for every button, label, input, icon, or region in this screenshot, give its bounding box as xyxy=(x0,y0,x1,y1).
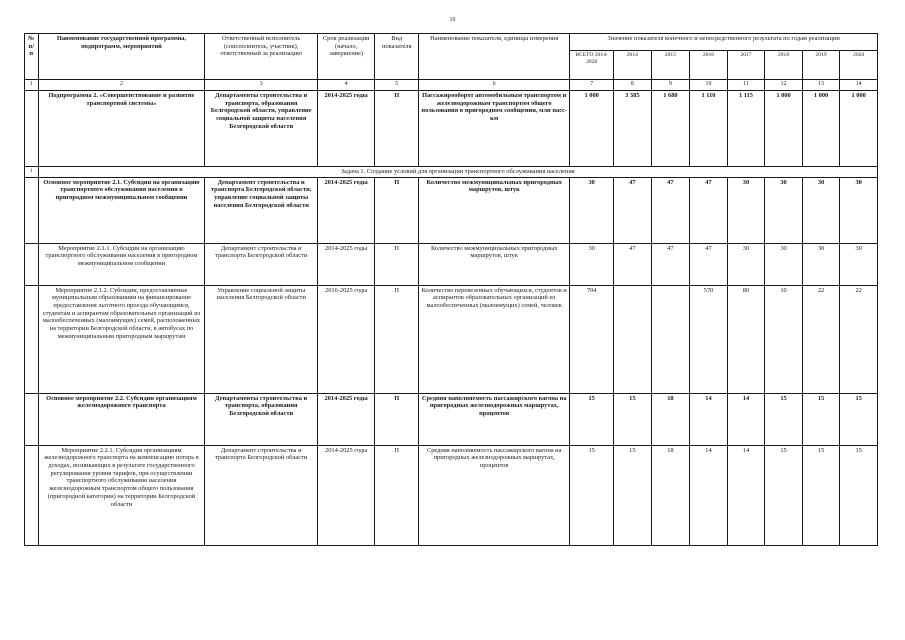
row-value: 15 xyxy=(802,393,840,445)
row-type: П xyxy=(375,445,419,545)
col-number: 8 xyxy=(614,80,652,91)
row-name: Подпрограмма 2. «Совершенствование и развитие транспортной системы» xyxy=(38,91,205,167)
row-num xyxy=(25,91,39,167)
row-value: 14 xyxy=(690,393,728,445)
row-value: 15 xyxy=(570,445,614,545)
task-title: Задача 1. Создание условий для организации транспортного обслуживания населения xyxy=(38,167,877,178)
row-type: П xyxy=(375,285,419,393)
table-row xyxy=(25,285,878,393)
row-value: 15 xyxy=(840,445,878,545)
year-2015: 2015 xyxy=(651,51,690,80)
col-number: 1 xyxy=(25,80,39,91)
row-value: 3 385 xyxy=(614,91,652,167)
row-value: 15 xyxy=(614,393,652,445)
row-term: 2016-2025 годы xyxy=(317,285,374,393)
row-executor: Департамент строительства и транспорта Белгородской области, управление социальной защиты населения Белгородской области xyxy=(205,177,318,243)
row-value: 1 000 xyxy=(802,91,840,167)
row-name: Мероприятие 2.1.2. Субсидии, предоставляемые муниципальным образованиям на финансирование предоставления льготного проезда обучающимся, студентам и аспирантам образовательных организаций из малообеспеченных (малоимущих) семей, расположенных на территории Белгородской области, в автобусах по межмуниципальным пригородным маршрутам xyxy=(38,285,205,393)
row-name: Мероприятие 2.2.1. Субсидия организациям железнодорожного транспорта на компенсацию потерь в доходах, возникающих в результате государственного регулирования уровня тарифов, при осуществлении транспортного обслуживания населения железнодорожным транспортом общего пользования (пригородной категории) на территории Белгородской области xyxy=(38,445,205,545)
row-name: Основное мероприятие 2.1. Субсидии на организацию транспортного обслуживания населения в пригородном межмуниципальном сообщении xyxy=(38,177,205,243)
row-value xyxy=(614,285,652,393)
row-term: 2014-2025 годы xyxy=(317,243,374,285)
row-value: 30 xyxy=(570,177,614,243)
row-value: 15 xyxy=(802,445,840,545)
table-row xyxy=(25,393,878,445)
table-row xyxy=(25,445,878,545)
col-number: 5 xyxy=(375,80,419,91)
page-number: 16 xyxy=(449,17,456,23)
row-term: 2014-2025 годы xyxy=(317,445,374,545)
row-name: Основное мероприятие 2.2. Субсидии организациям железнодорожного транспорта xyxy=(38,393,205,445)
row-value: 30 xyxy=(765,177,803,243)
year-2016: 2016 xyxy=(690,51,728,80)
row-value: 14 xyxy=(727,393,765,445)
header-term: Срок реализации (начало, завершение) xyxy=(317,34,374,80)
row-value: 47 xyxy=(651,177,690,243)
row-type: П xyxy=(375,177,419,243)
row-value: 30 xyxy=(727,243,765,285)
row-executor: Управление социальной защиты населения Белгородской области xyxy=(205,285,318,393)
table-row xyxy=(25,243,878,285)
col-number: 2 xyxy=(38,80,205,91)
row-value: 570 xyxy=(690,285,728,393)
row-value: 22 xyxy=(840,285,878,393)
row-value: 1 000 xyxy=(570,91,614,167)
year-total: ВСЕГО 2014-2020 xyxy=(570,51,614,80)
col-number: 4 xyxy=(317,80,374,91)
header-num: № п/п xyxy=(25,34,39,80)
row-value xyxy=(651,285,690,393)
row-value: 15 xyxy=(614,445,652,545)
row-value: 30 xyxy=(840,243,878,285)
row-value: 14 xyxy=(727,445,765,545)
year-2017: 2017 xyxy=(727,51,765,80)
row-num xyxy=(25,445,39,545)
row-indicator: Средняя наполняемость пассажирского вагона на пригородных железнодорожных маршрутах, процентов xyxy=(419,445,570,545)
row-term: 2014-2025 годы xyxy=(317,177,374,243)
col-number: 7 xyxy=(570,80,614,91)
row-type: П xyxy=(375,91,419,167)
header-row xyxy=(25,34,878,51)
row-value: 18 xyxy=(651,393,690,445)
row-indicator: Пассажирооборот автомобильным транспортом и железнодорожным транспортом общего пользования в пригородном сообщении, млн пасс-км xyxy=(419,91,570,167)
task-row xyxy=(25,167,878,178)
row-value: 22 xyxy=(802,285,840,393)
row-type: П xyxy=(375,393,419,445)
row-executor: Департамент строительства и транспорта Белгородской области xyxy=(205,445,318,545)
row-value: 47 xyxy=(690,243,728,285)
row-executor: Департамент строительства и транспорта Белгородской области xyxy=(205,243,318,285)
row-value: 1 000 xyxy=(765,91,803,167)
row-value: 1 115 xyxy=(727,91,765,167)
row-value: 30 xyxy=(570,243,614,285)
col-number: 10 xyxy=(690,80,728,91)
row-num xyxy=(25,393,39,445)
col-number: 13 xyxy=(802,80,840,91)
column-numbers-row xyxy=(25,80,878,91)
row-indicator: Средняя наполняемость пассажирского вагона на пригородных железнодорожных маршрутах, процентов xyxy=(419,393,570,445)
row-term: 2014-2025 годы xyxy=(317,393,374,445)
row-value: 30 xyxy=(802,243,840,285)
col-number: 3 xyxy=(205,80,318,91)
row-indicator: Количество перевезенных обучающихся, студентов и аспирантов образовательных организаций из малообеспеченных (малоимущих) семей, человек xyxy=(419,285,570,393)
header-type: Вид показателя xyxy=(375,34,419,80)
table-row xyxy=(25,91,878,167)
row-term: 2014-2025 годы xyxy=(317,91,374,167)
row-num xyxy=(25,285,39,393)
col-number: 6 xyxy=(419,80,570,91)
row-value: 80 xyxy=(727,285,765,393)
row-executor: Департаменты строительства и транспорта, образования Белгородской области, управление социальной защиты населения Белгородской области xyxy=(205,91,318,167)
row-value: 1 110 xyxy=(690,91,728,167)
row-value: 47 xyxy=(614,177,652,243)
row-name: Мероприятие 2.1.1. Субсидии на организацию транспортного обслуживания населения в пригородном межмуниципальном сообщении xyxy=(38,243,205,285)
col-number: 11 xyxy=(727,80,765,91)
year-2018: 2018 xyxy=(765,51,803,80)
task-num: 1 xyxy=(25,167,39,178)
row-value: 30 xyxy=(840,177,878,243)
row-type: П xyxy=(375,243,419,285)
row-value: 1 680 xyxy=(651,91,690,167)
row-value: 15 xyxy=(765,445,803,545)
row-num xyxy=(25,243,39,285)
header-executor: Ответственный исполнитель (соисполнитель, участник), ответственный за реализацию xyxy=(205,34,318,80)
year-2014: 2014 xyxy=(614,51,652,80)
row-value: 18 xyxy=(651,445,690,545)
table-row xyxy=(25,177,878,243)
row-value: 1 000 xyxy=(840,91,878,167)
year-2019: 2019 xyxy=(802,51,840,80)
row-value: 14 xyxy=(690,445,728,545)
header-values: Значение показателя конечного и непосредственного результата по годам реализации xyxy=(570,34,878,51)
header-name: Наименование государственной программы, подпрограмм, мероприятий xyxy=(38,34,205,80)
col-number: 9 xyxy=(651,80,690,91)
row-indicator: Количество межмуниципальных пригородных маршрутов, штук xyxy=(419,243,570,285)
indicators-table xyxy=(24,33,878,546)
row-indicator: Количество межмуниципальных пригородных маршрутов, штук xyxy=(419,177,570,243)
row-value: 47 xyxy=(614,243,652,285)
row-value: 15 xyxy=(765,393,803,445)
row-value: 704 xyxy=(570,285,614,393)
col-number: 12 xyxy=(765,80,803,91)
row-num xyxy=(25,177,39,243)
row-value: 15 xyxy=(570,393,614,445)
row-value: 30 xyxy=(765,243,803,285)
year-2020: 2020 xyxy=(840,51,878,80)
row-value: 30 xyxy=(802,177,840,243)
header-indicator: Наименование показателя, единицы измерения xyxy=(419,34,570,80)
col-number: 14 xyxy=(840,80,878,91)
row-value: 15 xyxy=(840,393,878,445)
row-executor: Департаменты строительства и транспорта, образования Белгородской области xyxy=(205,393,318,445)
row-value: 30 xyxy=(727,177,765,243)
row-value: 10 xyxy=(765,285,803,393)
row-value: 47 xyxy=(651,243,690,285)
row-value: 47 xyxy=(690,177,728,243)
